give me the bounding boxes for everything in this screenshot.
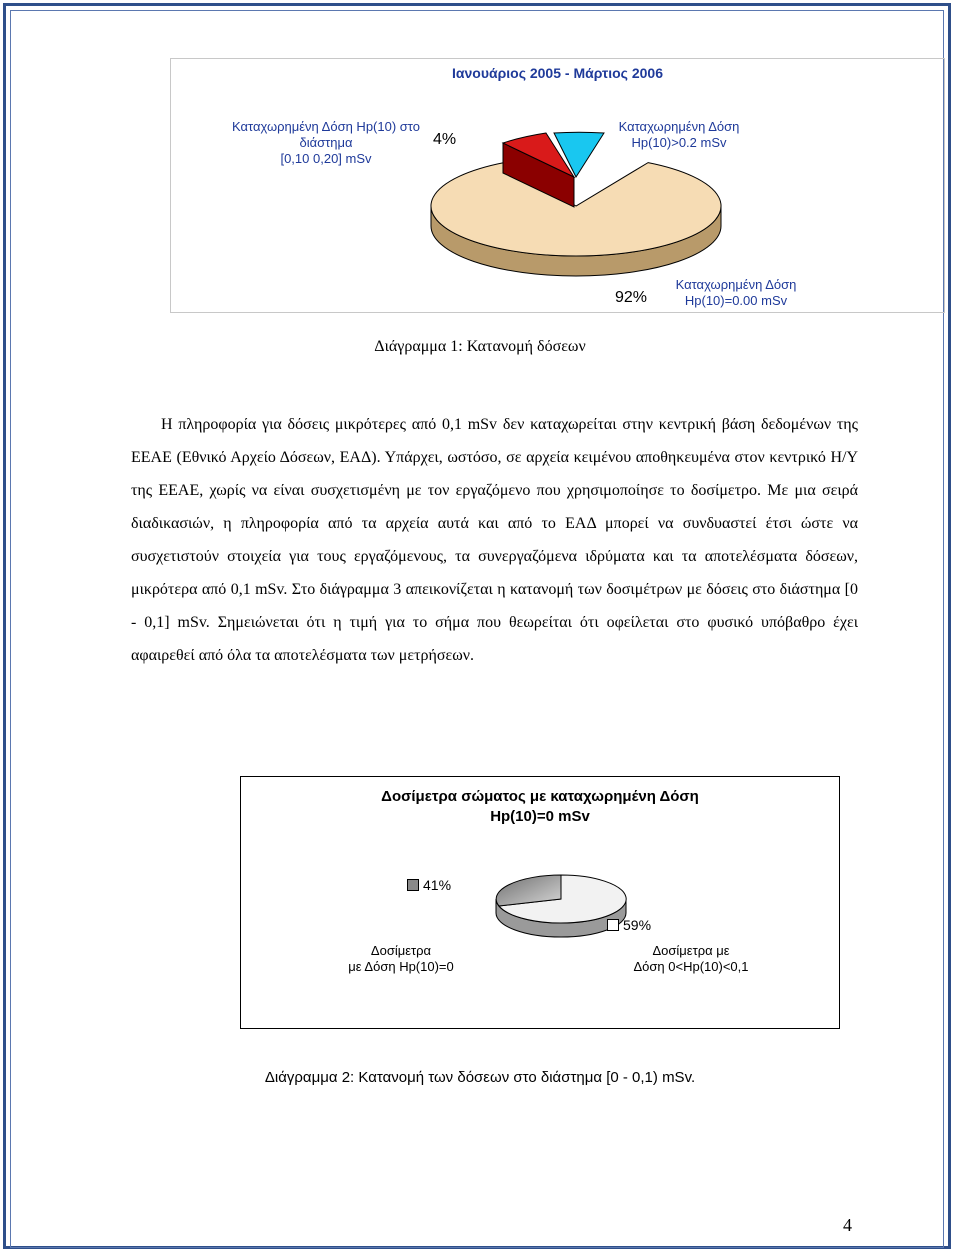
paragraph-text: Η πληροφορία για δόσεις μικρότερες από 0,1 mSv δεν καταχωρείται στην κεντρική βάση δεδομένων της ΕΕΑΕ (Εθνικό Αρχείο Δόσεων, ΕΑΔ). Υπάρχει, ωστόσο, σε αρχεία κειμένου αποθηκευμένα στον κεντρικό Η/Υ της ΕΕΑΕ, χωρίς να είναι συσχετισμένη με τον εργαζόμενο που χρησιμοποίησε το δοσίμετρο. Με μια σειρά διαδικασιών, η πληροφορία από τα αρχεία αυτά και από το ΕΑΔ μπορεί να συνδυαστεί έτσι ώστε να συσχετιστούν στοιχεία για τους εργαζόμενους, τα συνεργαζόμενα ιδρύματα και τα αποτελέσματα δόσεων, μικρότερα από 0,1 mSv. Στο διάγραμμα 3 απεικονίζεται η κατανομή των δοσιμέτρων με δόσεις στο διάστημα [0 - 0,1] mSv. Σημειώνεται ότι η τιμή για το σήμα που θεωρείται ότι οφείλεται στο φυσικό υπόβαθρο έχει αφαιρεθεί από όλα τα αποτελέσματα των μετρήσεων.: [131, 416, 858, 664]
chart-2-label-positive: Δοσίμετρα με Δόση 0<Hp(10)<0,1: [633, 943, 749, 974]
chart-1: [170, 58, 945, 313]
chart-2-pct-positive: 59%: [607, 917, 651, 933]
chart-1-title: Ιανουάριος 2005 - Μάρτιος 2006: [452, 65, 663, 81]
chart-1-label-zero: Καταχωρημένη Δόση Hp(10)=0.00 mSv: [675, 277, 797, 308]
chart-2-caption: Διάγραμμα 2: Κατανομή των δόσεων στο διάστημα [0 - 0,1) mSv.: [264, 1069, 696, 1086]
page-number: 4: [843, 1215, 852, 1235]
chart-2-label-zero: Δοσίμετρα με Δόση Hp(10)=0: [348, 943, 454, 974]
chart-2-swatch-positive: [607, 919, 619, 931]
chart-1-pct-mid-range: 4%: [433, 131, 457, 148]
chart-1-caption: Διάγραμμα 1: Κατανομή δόσεων: [374, 338, 586, 355]
chart-2: [240, 776, 840, 1029]
chart-2-swatch-zero: [407, 879, 419, 891]
chart-1-pct-zero: 92%: [615, 289, 648, 306]
chart-1-pie: [426, 131, 726, 291]
chart-2-pct-zero: 41%: [407, 877, 451, 893]
chart-2-title: Δοσίμετρα σώματος με καταχωρημένη Δόση Hp(10)=0 mSv: [381, 788, 699, 825]
chart-1-label-mid-range: Καταχωρημένη Δόση Hp(10) στο διάστημα [0,10 0,20] mSv: [232, 119, 420, 166]
chart-1-label-high: Καταχωρημένη Δόση Hp(10)>0.2 mSv: [618, 119, 740, 150]
body-paragraph: [131, 408, 858, 672]
